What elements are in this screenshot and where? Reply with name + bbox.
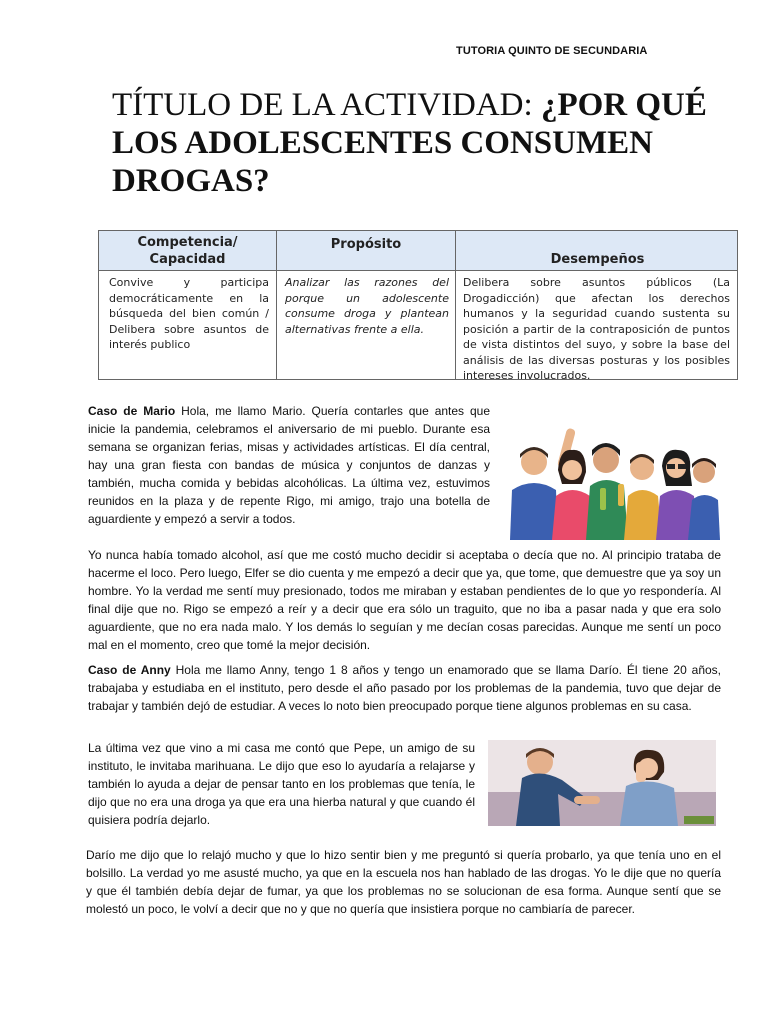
- title-question: ¿POR QUÉ LOS ADOLESCENTES CONSUMEN DROGAS?: [112, 87, 707, 199]
- header-proposito: Propósito: [330, 237, 402, 252]
- page-title: [112, 86, 712, 200]
- header-desempenos: Desempeños: [550, 252, 645, 267]
- friends-celebration-illustration: [500, 420, 720, 540]
- cell-competencia: Convive y participa democráticamente en la búsqueda del bien común / Delibera sobre asuntos de interés publico: [109, 276, 269, 351]
- course-header: TUTORIA QUINTO DE SECUNDARIA: [456, 45, 648, 57]
- header-competencia: Competencia/ Capacidad: [137, 234, 238, 267]
- anny-body-2: Darío me dijo que lo relajó mucho y que lo hizo sentir bien y me preguntó si quería probarlo, ya que tenía uno en el bolsillo. La verdad yo me asusté mucho, ya que en la escuela nos han hablado de las drogas. Yo le dije que no quería y que él también debía dejar de fumar, ya que los problemas no se solucionan de esa forma. Aunque sentí que se molestó un poco, le volví a decir que no y que no quería que insistiera porque no cambiaría de parecer.: [86, 848, 721, 916]
- cell-proposito: Analizar las razones del porque un adolescente consume droga y plantean alternativas frente a ella.: [285, 276, 449, 336]
- competency-table: [98, 230, 738, 380]
- mario-body: Yo nunca había tomado alcohol, así que me costó mucho decidir si aceptaba o decía que no. Al principio trataba de hacerme el loco. Pero luego, Elfer se dio cuenta y me empezó a decir que ya, que tome, que demuestre que ya soy un hombre. Yo la verdad me sentí muy presionado, todos me miraban y estaban pendientes de lo que yo respondería. Al final dije que no. Rigo se empezó a reír y a decir que era sólo un traguito, que no iba a pasar nada y que era solo aguardiente, que no era nada malo. Y los demás lo seguían y me decían cosas parecidas. Aunque me sentí un poco mal en el momento, creo que tomé la mejor decisión.: [88, 548, 721, 652]
- anny-body-1: La última vez que vino a mi casa me contó que Pepe, un amigo de su instituto, le invitaba marihuana. Le dijo que eso lo ayudaría a relajarse y también lo ayuda a dejar de pensar tanto en los problemas que tenía, le dijo que no era una droga ya que era una hierba natural y que cuando él quisiera podría dejarlo.: [88, 741, 475, 827]
- title-lead: TÍTULO DE LA ACTIVIDAD:: [112, 87, 541, 123]
- anny-intro: Caso de Anny Hola me llamo Anny, tengo 1 8 años y tengo un enamorado que se llama Darío. Él tiene 20 años, trabajaba y estudiaba en el instituto, pero desde el año pasado por los problemas de la pandemia, tuvo que dejar de trabajar y también dejó de estudiar. A veces lo noto bien preocupado porque tiene algunos problemas en su casa.: [88, 663, 722, 713]
- mario-intro: Caso de Mario Hola, me llamo Mario. Quería contarles que antes que inicie la pandemia, celebramos el aniversario de mi pueblo. Durante esa semana se organizan ferias, misas y actividades artísticas. El día central, hay una gran fiesta con bandas de música y conjuntos de danzas y también, mucha comida y bebidas alcohólicas. La última vez, estuvimos reunidos en la plaza y de repente Rigo, mi amigo, trajo una botella de aguardiente y empezó a servir a todos.: [88, 404, 490, 526]
- cell-desempenos: Delibera sobre asuntos públicos (La Drogadicción) que afectan los derechos humanos y la seguridad cuando sustenta su posición a partir de la contraposición de puntos de vista distintos del suyo, y sobre la base del análisis de las diversas posturas y los posibles intereses involucrados.: [463, 276, 730, 382]
- mario-label: Caso de Mario: [88, 404, 176, 418]
- anny-label: Caso de Anny: [88, 663, 171, 677]
- worried-couple-illustration: [488, 740, 716, 826]
